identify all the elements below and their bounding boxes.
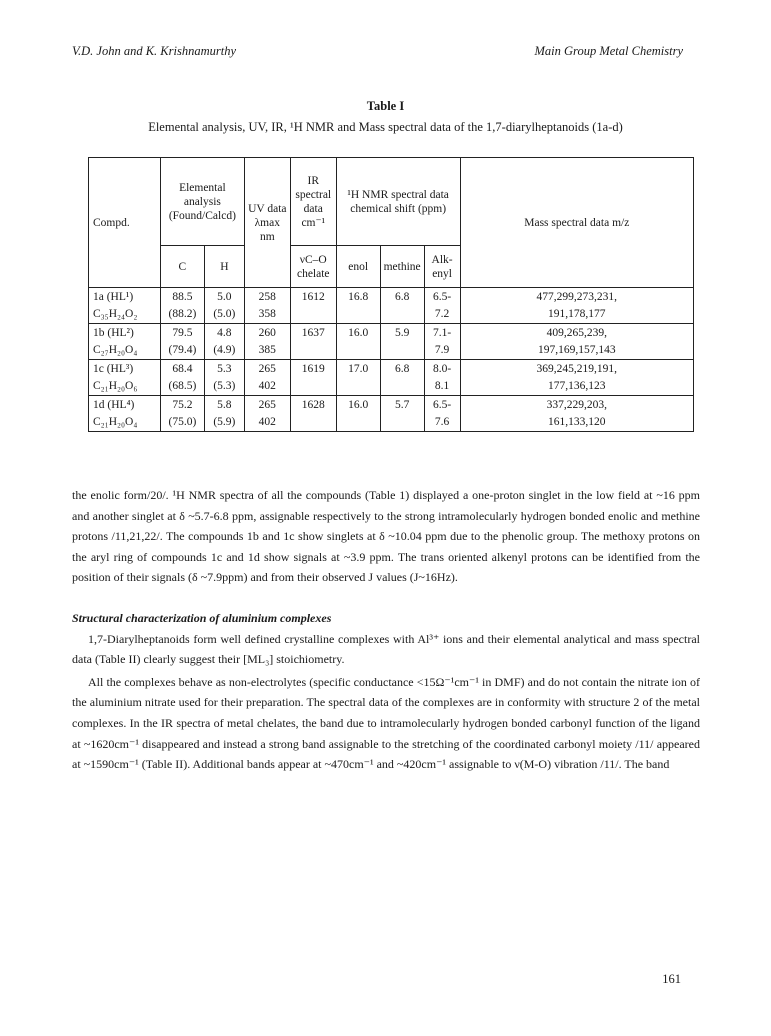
cell-uv: 258: [244, 288, 290, 306]
cell-compd: 1b (HL²): [89, 324, 161, 342]
cell-methine-empty: [380, 414, 424, 432]
cell-formula: C₃₅H₂₄O₂: [89, 306, 161, 324]
cell-alkenyl: 6.5-: [424, 288, 460, 306]
cell-ir: 1628: [290, 396, 336, 414]
cell-compd: 1a (HL¹): [89, 288, 161, 306]
cell-methine-empty: [380, 378, 424, 396]
paragraph-2: 1,7-Diarylheptanoids form well defined crystalline complexes with Al³⁺ ions and their elemental analytical and mass spectral data (Table II) clearly suggest their [ML₃] stoichiometry.: [72, 631, 700, 667]
cell-ir-empty: [290, 342, 336, 360]
cell-methine-empty: [380, 342, 424, 360]
cell-alkenyl: 6.5-: [424, 396, 460, 414]
cell-uv: 265: [244, 360, 290, 378]
cell-c-found: 68.4: [160, 360, 204, 378]
cell-alkenyl-2: 7.2: [424, 306, 460, 324]
cell-enol: 16.0: [336, 396, 380, 414]
cell-c-found: 75.2: [160, 396, 204, 414]
col-header-uv: UV data λmax nm: [244, 158, 290, 288]
table-row: [89, 288, 694, 306]
cell-uv-2: 385: [244, 342, 290, 360]
page-number: 161: [662, 972, 681, 986]
cell-alkenyl: 7.1-: [424, 324, 460, 342]
table-row: [89, 306, 694, 324]
table-caption: Elemental analysis, UV, IR, ¹H NMR and Mass spectral data of the 1,7-diarylheptanoids (1a-d): [148, 120, 623, 134]
cell-uv-2: 402: [244, 378, 290, 396]
data-table: [88, 157, 694, 432]
cell-c-found: 79.5: [160, 324, 204, 342]
cell-uv-2: 358: [244, 306, 290, 324]
table-row: [89, 414, 694, 432]
col-header-ir: IR spectral data cm⁻¹: [290, 158, 336, 246]
col-header-h: H: [204, 246, 244, 288]
col-header-enol: enol: [336, 246, 380, 288]
cell-ir: 1637: [290, 324, 336, 342]
running-header-journal: Main Group Metal Chemistry: [534, 44, 683, 58]
cell-enol: 16.8: [336, 288, 380, 306]
cell-h-found: 5.8: [204, 396, 244, 414]
cell-ir-empty: [290, 414, 336, 432]
table-row: [89, 324, 694, 342]
col-header-nmr: ¹H NMR spectral data chemical shift (ppm): [336, 158, 460, 246]
cell-mass: 337,229,203,: [460, 396, 693, 414]
cell-alkenyl: 8.0-: [424, 360, 460, 378]
cell-uv-2: 402: [244, 414, 290, 432]
cell-uv: 260: [244, 324, 290, 342]
cell-compd: 1d (HL⁴): [89, 396, 161, 414]
cell-mass-2: 161,133,120: [460, 414, 693, 432]
cell-mass: 369,245,219,191,: [460, 360, 693, 378]
cell-alkenyl-2: 7.9: [424, 342, 460, 360]
cell-uv: 265: [244, 396, 290, 414]
cell-methine: 6.8: [380, 360, 424, 378]
table-body: [89, 288, 694, 432]
col-header-compd: Compd.: [89, 158, 161, 288]
cell-ir-empty: [290, 306, 336, 324]
cell-h-calcd: (5.3): [204, 378, 244, 396]
cell-h-found: 5.0: [204, 288, 244, 306]
cell-alkenyl-2: 8.1: [424, 378, 460, 396]
cell-methine: 5.9: [380, 324, 424, 342]
cell-ir: 1612: [290, 288, 336, 306]
cell-mass: 409,265,239,: [460, 324, 693, 342]
cell-formula: C₂₁H₂₀O₆: [89, 378, 161, 396]
table-title: Table I: [366, 99, 405, 113]
table-row: [89, 378, 694, 396]
cell-enol: 16.0: [336, 324, 380, 342]
col-header-alkenyl: Alk-enyl: [424, 246, 460, 288]
section-heading: Structural characterization of aluminium complexes: [72, 610, 332, 625]
cell-enol-empty: [336, 414, 380, 432]
cell-mass-2: 191,178,177: [460, 306, 693, 324]
cell-mass-2: 197,169,157,143: [460, 342, 693, 360]
cell-enol-empty: [336, 342, 380, 360]
table-row: [89, 342, 694, 360]
cell-mass: 477,299,273,231,: [460, 288, 693, 306]
cell-compd: 1c (HL³): [89, 360, 161, 378]
cell-methine: 5.7: [380, 396, 424, 414]
col-header-c: C: [160, 246, 204, 288]
cell-c-found: 88.5: [160, 288, 204, 306]
cell-h-calcd: (4.9): [204, 342, 244, 360]
cell-enol: 17.0: [336, 360, 380, 378]
cell-c-calcd: (88.2): [160, 306, 204, 324]
cell-c-calcd: (68.5): [160, 378, 204, 396]
cell-h-found: 5.3: [204, 360, 244, 378]
paragraph-3: All the complexes behave as non-electrolytes (specific conductance <15Ω⁻¹cm⁻¹ in DMF) and do not contain the nitrate ion of the aluminium nitrate used for their preparation. The spectral data of the complexes are in conformity with structure 2 of the metal complexes. In the IR spectra of metal chelates, the band due to intramolecularly hydrogen bonded carbonyl function of the ligand at ~1620cm⁻¹ disappeared and instead a strong band assignable to the stretching of the coordinated carbonyl moiety /11/ appeared at ~1590cm⁻¹ (Table II). Additional bands appear at ~470cm⁻¹ and ~420cm⁻¹ assignable to ν(M-O) vibration /11/. The band: [72, 674, 700, 772]
cell-enol-empty: [336, 378, 380, 396]
cell-methine-empty: [380, 306, 424, 324]
table-row: [89, 360, 694, 378]
cell-formula: C₂₇H₂₀O₄: [89, 342, 161, 360]
cell-alkenyl-2: 7.6: [424, 414, 460, 432]
cell-methine: 6.8: [380, 288, 424, 306]
col-header-elemental: Elemental analysis (Found/Calcd): [160, 158, 244, 246]
cell-h-found: 4.8: [204, 324, 244, 342]
cell-enol-empty: [336, 306, 380, 324]
col-header-mass: Mass spectral data m/z: [460, 158, 693, 288]
paragraph-1: the enolic form/20/. ¹H NMR spectra of all the compounds (Table 1) displayed a one-proton singlet in the low field at ~16 ppm and another singlet at δ ~5.7-6.8 ppm, assignable respectively to the strong intramolecularly hydrogen bonded enolic and methine protons /11,21,22/. The compounds 1b and 1c show singlets at δ ~10.04 ppm due to the phenolic group. The methoxy protons on the aryl ring of compounds 1c and 1d show signals at ~3.9 ppm. The trans oriented alkenyl protons can be identified from the position of their signals (δ ~7.9ppm) and from their observed J values (J~16Hz).: [72, 488, 700, 585]
cell-h-calcd: (5.0): [204, 306, 244, 324]
cell-ir: 1619: [290, 360, 336, 378]
cell-h-calcd: (5.9): [204, 414, 244, 432]
body-text: [72, 485, 700, 775]
running-header-authors: V.D. John and K. Krishnamurthy: [72, 44, 237, 58]
col-header-ir-sub: νC–O chelate: [290, 246, 336, 288]
cell-mass-2: 177,136,123: [460, 378, 693, 396]
table-row: [89, 396, 694, 414]
cell-c-calcd: (79.4): [160, 342, 204, 360]
cell-ir-empty: [290, 378, 336, 396]
cell-c-calcd: (75.0): [160, 414, 204, 432]
cell-formula: C₂₁H₂₀O₄: [89, 414, 161, 432]
col-header-methine: methine: [380, 246, 424, 288]
